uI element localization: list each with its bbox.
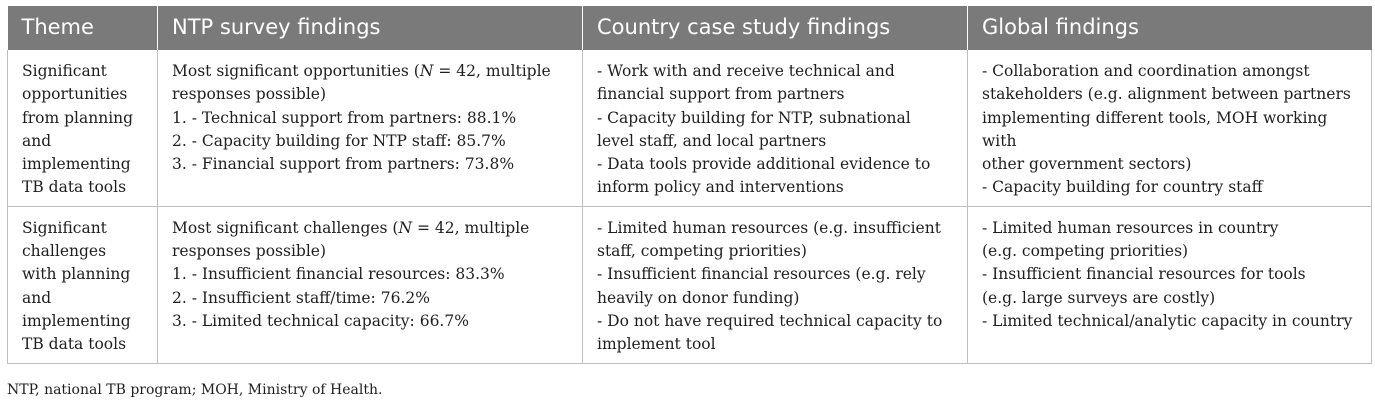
table-header [8,6,1372,50]
theme-line: and [22,288,52,307]
theme-line: implementing [22,311,131,330]
cell-country-case-study [583,206,968,363]
global-line: - Insufficient financial resources for tools [982,265,1306,284]
header-theme: Theme [8,6,158,50]
country-line: - Limited human resources (e.g. insufficient [597,218,941,237]
global-line: (e.g. large surveys are costly) [982,288,1216,307]
global-line: - Capacity building for country staff [982,178,1263,197]
global-line: - Limited human resources in country [982,218,1279,237]
ntp-item: 1. - Technical support from partners: 88.1% [172,108,517,127]
theme-line: and [22,131,52,150]
ntp-item: 2. - Insufficient staff/time: 76.2% [172,288,430,307]
header-ntp-survey: NTP survey findings [158,6,583,50]
n-variable: N [398,218,413,237]
theme-line: with planning [22,265,131,284]
findings-table-container [7,6,1371,364]
table-row-opportunities [8,50,1372,206]
ntp-item: 2. - Capacity building for NTP staff: 85.7% [172,131,506,150]
ntp-intro: Most significant opportunities (N = 42, multiple responses possible) [172,62,551,104]
cell-ntp-survey [158,50,583,206]
cell-country-case-study [583,50,968,206]
cell-theme [8,50,158,206]
global-line: stakeholders (e.g. alignment between partners [982,85,1351,104]
header-country-case-study: Country case study findings [583,6,968,50]
theme-line: TB data tools [22,335,127,354]
country-line: - Work with and receive technical and [597,62,895,80]
theme-line: Significant [22,218,107,237]
findings-table [7,6,1372,364]
n-variable: N [419,62,434,80]
theme-line: Significant [22,62,107,80]
country-line: heavily on donor funding) [597,288,800,307]
table-body [8,50,1372,363]
theme-line: from planning [22,108,134,127]
ntp-item: 3. - Financial support from partners: 73.8% [172,155,515,174]
global-line: implementing different tools, MOH working with [982,108,1328,150]
ntp-item: 1. - Insufficient financial resources: 83.3% [172,265,505,284]
header-row [8,6,1372,50]
country-line: - Insufficient financial resources (e.g. rely [597,265,926,284]
ntp-item: 3. - Limited technical capacity: 66.7% [172,311,469,330]
ntp-intro: Most significant challenges (N = 42, multiple responses possible) [172,218,530,261]
global-line: - Collaboration and coordination amongst [982,62,1310,80]
header-global: Global findings [968,6,1372,50]
theme-line: implementing [22,155,131,174]
country-line: financial support from partners [597,85,845,104]
global-line: (e.g. competing priorities) [982,242,1189,261]
theme-line: opportunities [22,85,128,104]
country-line: inform policy and interventions [597,178,844,197]
theme-line: challenges [22,242,107,261]
country-line: level staff, and local partners [597,131,827,150]
country-line: staff, competing priorities) [597,242,807,261]
country-line: implement tool [597,335,716,354]
theme-line: TB data tools [22,178,127,197]
cell-ntp-survey [158,206,583,363]
global-line: other government sectors) [982,155,1192,174]
country-line: - Data tools provide additional evidence to [597,155,931,174]
cell-global [968,50,1372,206]
cell-theme [8,206,158,363]
table-footnote: NTP, national TB program; MOH, Ministry of Health. [7,382,383,398]
country-line: - Do not have required technical capacity to [597,311,943,330]
cell-global [968,206,1372,363]
country-line: - Capacity building for NTP, subnational [597,108,911,127]
table-row-challenges [8,206,1372,363]
global-line: - Limited technical/analytic capacity in country [982,311,1353,330]
